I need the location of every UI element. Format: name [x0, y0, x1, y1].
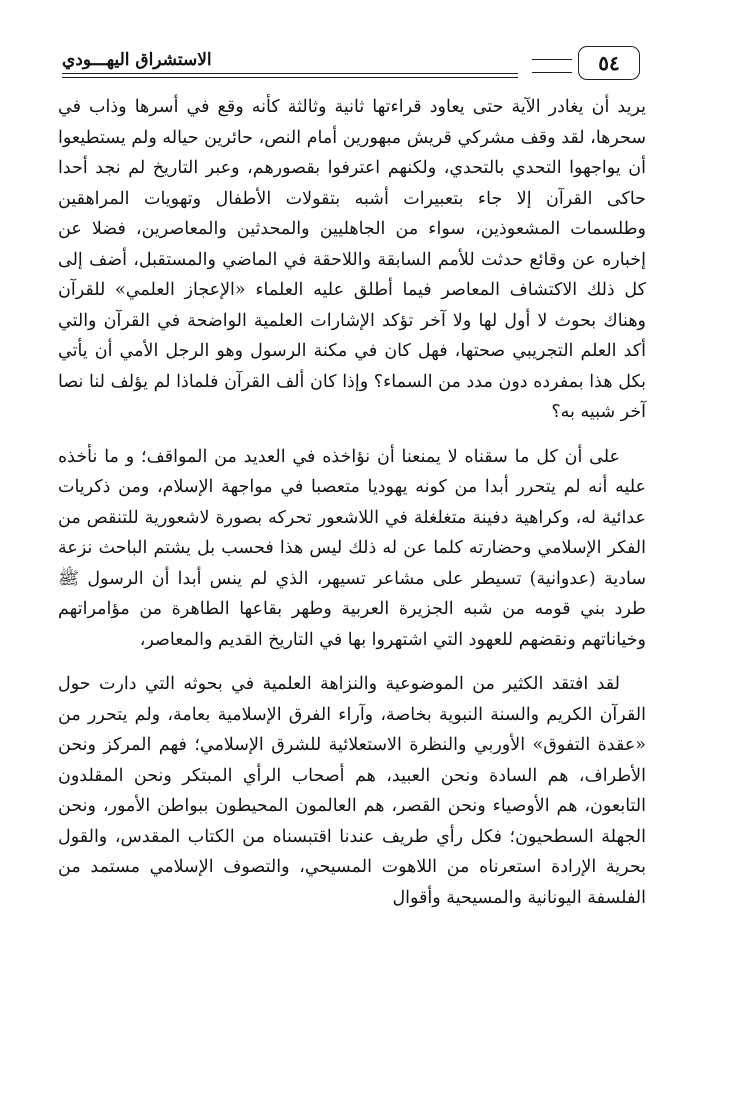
- running-header: [62, 40, 642, 84]
- page-number: ٥٤: [578, 46, 640, 80]
- running-title: الاستشراق اليهـــودي: [62, 50, 212, 70]
- header-ornament: [532, 59, 572, 73]
- page-body: [58, 92, 646, 913]
- header-rule-lower: [62, 77, 518, 78]
- paragraph-1: يريد أن يغادر الآية حتى يعاود قراءتها ثانية وثالثة كأنه وقع في أسرها وذاب في سحرها، لقد وقف مشركي قريش مبهورين أمام النص، حائرين حياله ولم يستطيعوا أن يواجهوا التحدي بالتحدي، ولكنهم اعترفوا بقصورهم، وعبر التاريخ لم نجد أحدا حاكى القرآن إلا جاء بتعبيرات أشبه بتقولات الأطفال وتهويات المراهقين وطلسمات المشعوذين، سواء من الجاهليين والمحدثين والمعاصرين، فضلا عن إخباره عن وقائع حدثت للأمم السابقة واللاحقة في الماضي والمستقبل، أضف إلى كل ذلك الاكتشاف المعاصر فيما أطلق عليه العلماء «الإعجاز العلمي» للقرآن وهناك بحوث لا أول لها ولا آخر تؤكد الإشارات العلمية الواضحة في القرآن والتي أكد العلم التجريبي صحتها، فهل كان في مكنة الرسول وهو الرجل الأمي أن يأتي بكل هذا بمفرده دون مدد من السماء؟ وإذا كان ألف القرآن فلماذا لم يؤلف لنا نصا آخر شبيه به؟: [58, 97, 646, 422]
- paragraph-3: لقد افتقد الكثير من الموضوعية والنزاهة العلمية في بحوثه التي دارت حول القرآن الكريم والسنة النبوية بخاصة، وآراء الفرق الإسلامية بعامة، ولم يتحرر من «عقدة التفوق» الأوربي والنظرة الاستعلائية للشرق الإسلامي؛ فهم المركز ونحن الأطراف، هم السادة ونحن العبيد، هم أصحاب الرأي المبتكر ونحن المقلدون التابعون، هم الأوصياء ونحن القصر، هم العالمون المحيطون ببواطن الأمور، ونحن الجهلة السطحيون؛ فكل رأي طريف عندنا اقتبسناه من الكتاب المقدس، والقول بحرية الإرادة استعرناه من اللاهوت المسيحي، والتصوف الإسلامي مستمد من الفلسفة اليونانية والمسيحية وأقوال: [58, 674, 647, 908]
- header-rule-upper: [62, 73, 518, 74]
- paragraph-2: على أن كل ما سقناه لا يمنعنا أن نؤاخذه في العديد من المواقف؛ و ما نأخذه عليه أنه لم يتحرر أبدا من كونه يهوديا متعصبا في مواجهة الإسلام، ومن ذكريات عدائية له، وكراهية دفينة متغلغلة في اللاشعور تحركه بصورة لاشعورية للتنقص من الفكر الإسلامي وحضارته كلما عن له ذلك ليس هذا فحسب بل يشتم الباحث نزعة سادية (عدوانية) تسيطر على مشاعر تسيهر، الذي لم ينس أبدا أن الرسول ﷺ طرد بني قومه من شبه الجزيرة العربية وطهر بقاعها الطاهرة من مؤامراتهم وخياناتهم ونقضهم للعهود التي اشتهروا بها في التاريخ القديم والمعاصر،: [58, 446, 646, 650]
